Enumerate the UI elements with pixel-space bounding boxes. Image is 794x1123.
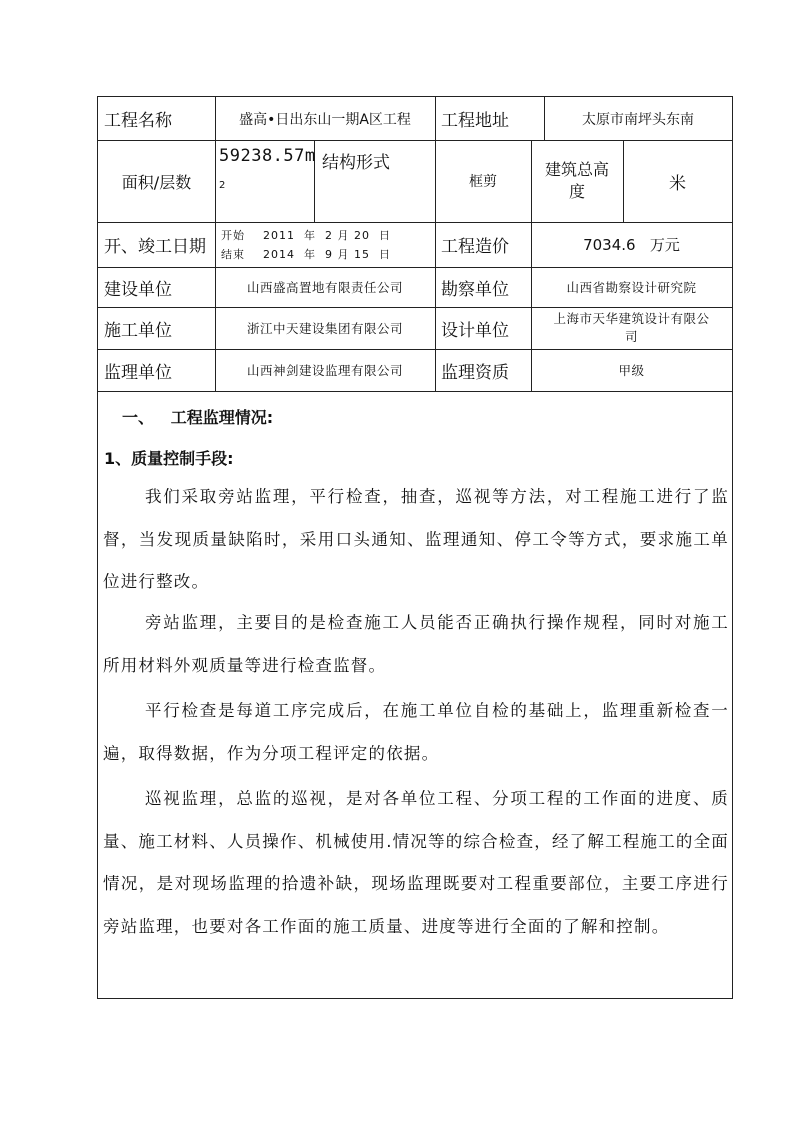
row-divider [98,391,732,392]
cost-label: 工程造价 [441,237,509,257]
structure-label: 结构形式 [322,153,390,173]
project-address-value: 太原市南坪头东南 [582,111,694,128]
paragraph: 旁站监理，主要目的是检查施工人员能否正确执行操作规程，同时对施工所用材料外观质量等进行检查监督。 [103,613,729,675]
paragraph: 我们采取旁站监理，平行检查，抽查，巡视等方法，对工程施工进行了监督，当发现质量缺陷时，采用口头通知、监理通知、停工令等方式，要求施工单位进行整改。 [103,487,729,591]
section-title: 一、 工程监理情况: [122,408,274,427]
project-name-value: 盛高•日出东山一期A区工程 [239,111,411,128]
survey-value: 山西省勘察设计研究院 [566,280,697,295]
area-unit-superscript: 2 [219,180,226,191]
project-name-label: 工程名称 [104,111,172,131]
dates-label: 开、竣工日期 [104,237,206,257]
owner-label: 建设单位 [104,279,172,300]
start-date: 开始 2011 年 2 月 20 日 [221,228,391,242]
height-label: 建筑总高度 [544,160,609,201]
contractor-value: 浙江中天建设集团有限公司 [246,321,403,336]
height-unit: 米 [669,173,686,194]
area-label: 面积/层数 [121,172,192,192]
supervisor-value: 山西神剑建设监理有限公司 [246,363,403,378]
area-value: 59238.57m [219,146,316,166]
supervisor-label: 监理单位 [104,362,172,383]
cost-value: 7034.6 万元 [583,236,680,254]
qualification-value: 甲级 [618,363,645,378]
design-label: 设计单位 [441,320,509,341]
contractor-label: 施工单位 [104,320,172,341]
area-cell [215,140,314,222]
structure-value: 框剪 [469,174,497,190]
end-date: 结束 2014 年 9 月 15 日 [221,247,391,261]
owner-value: 山西盛高置地有限责任公司 [246,280,403,295]
qualification-label: 监理资质 [441,362,509,383]
dates-cell [215,222,435,267]
survey-label: 勘察单位 [441,279,509,300]
subsection-title: 1、质量控制手段: [104,449,234,468]
paragraph: 平行检查是每道工序完成后，在施工单位自检的基础上，监理重新检查一遍，取得数据，作为分项工程评定的依据。 [103,701,729,763]
design-value: 上海市天华建筑设计有限公司 [553,311,710,344]
paragraph: 巡视监理，总监的巡视，是对各单位工程、分项工程的工作面的进度、质量、施工材料、人员操作、机械使用.情况等的综合检查，经了解工程施工的全面情况，是对现场监理的拾遗补缺，现场监理既要对工程重要部位，主要工序进行旁站监理，也要对各工作面的施工质量、进度等进行全面的了解和控制。 [103,789,729,936]
project-address-label: 工程地址 [441,111,509,131]
report-document [97,96,733,999]
